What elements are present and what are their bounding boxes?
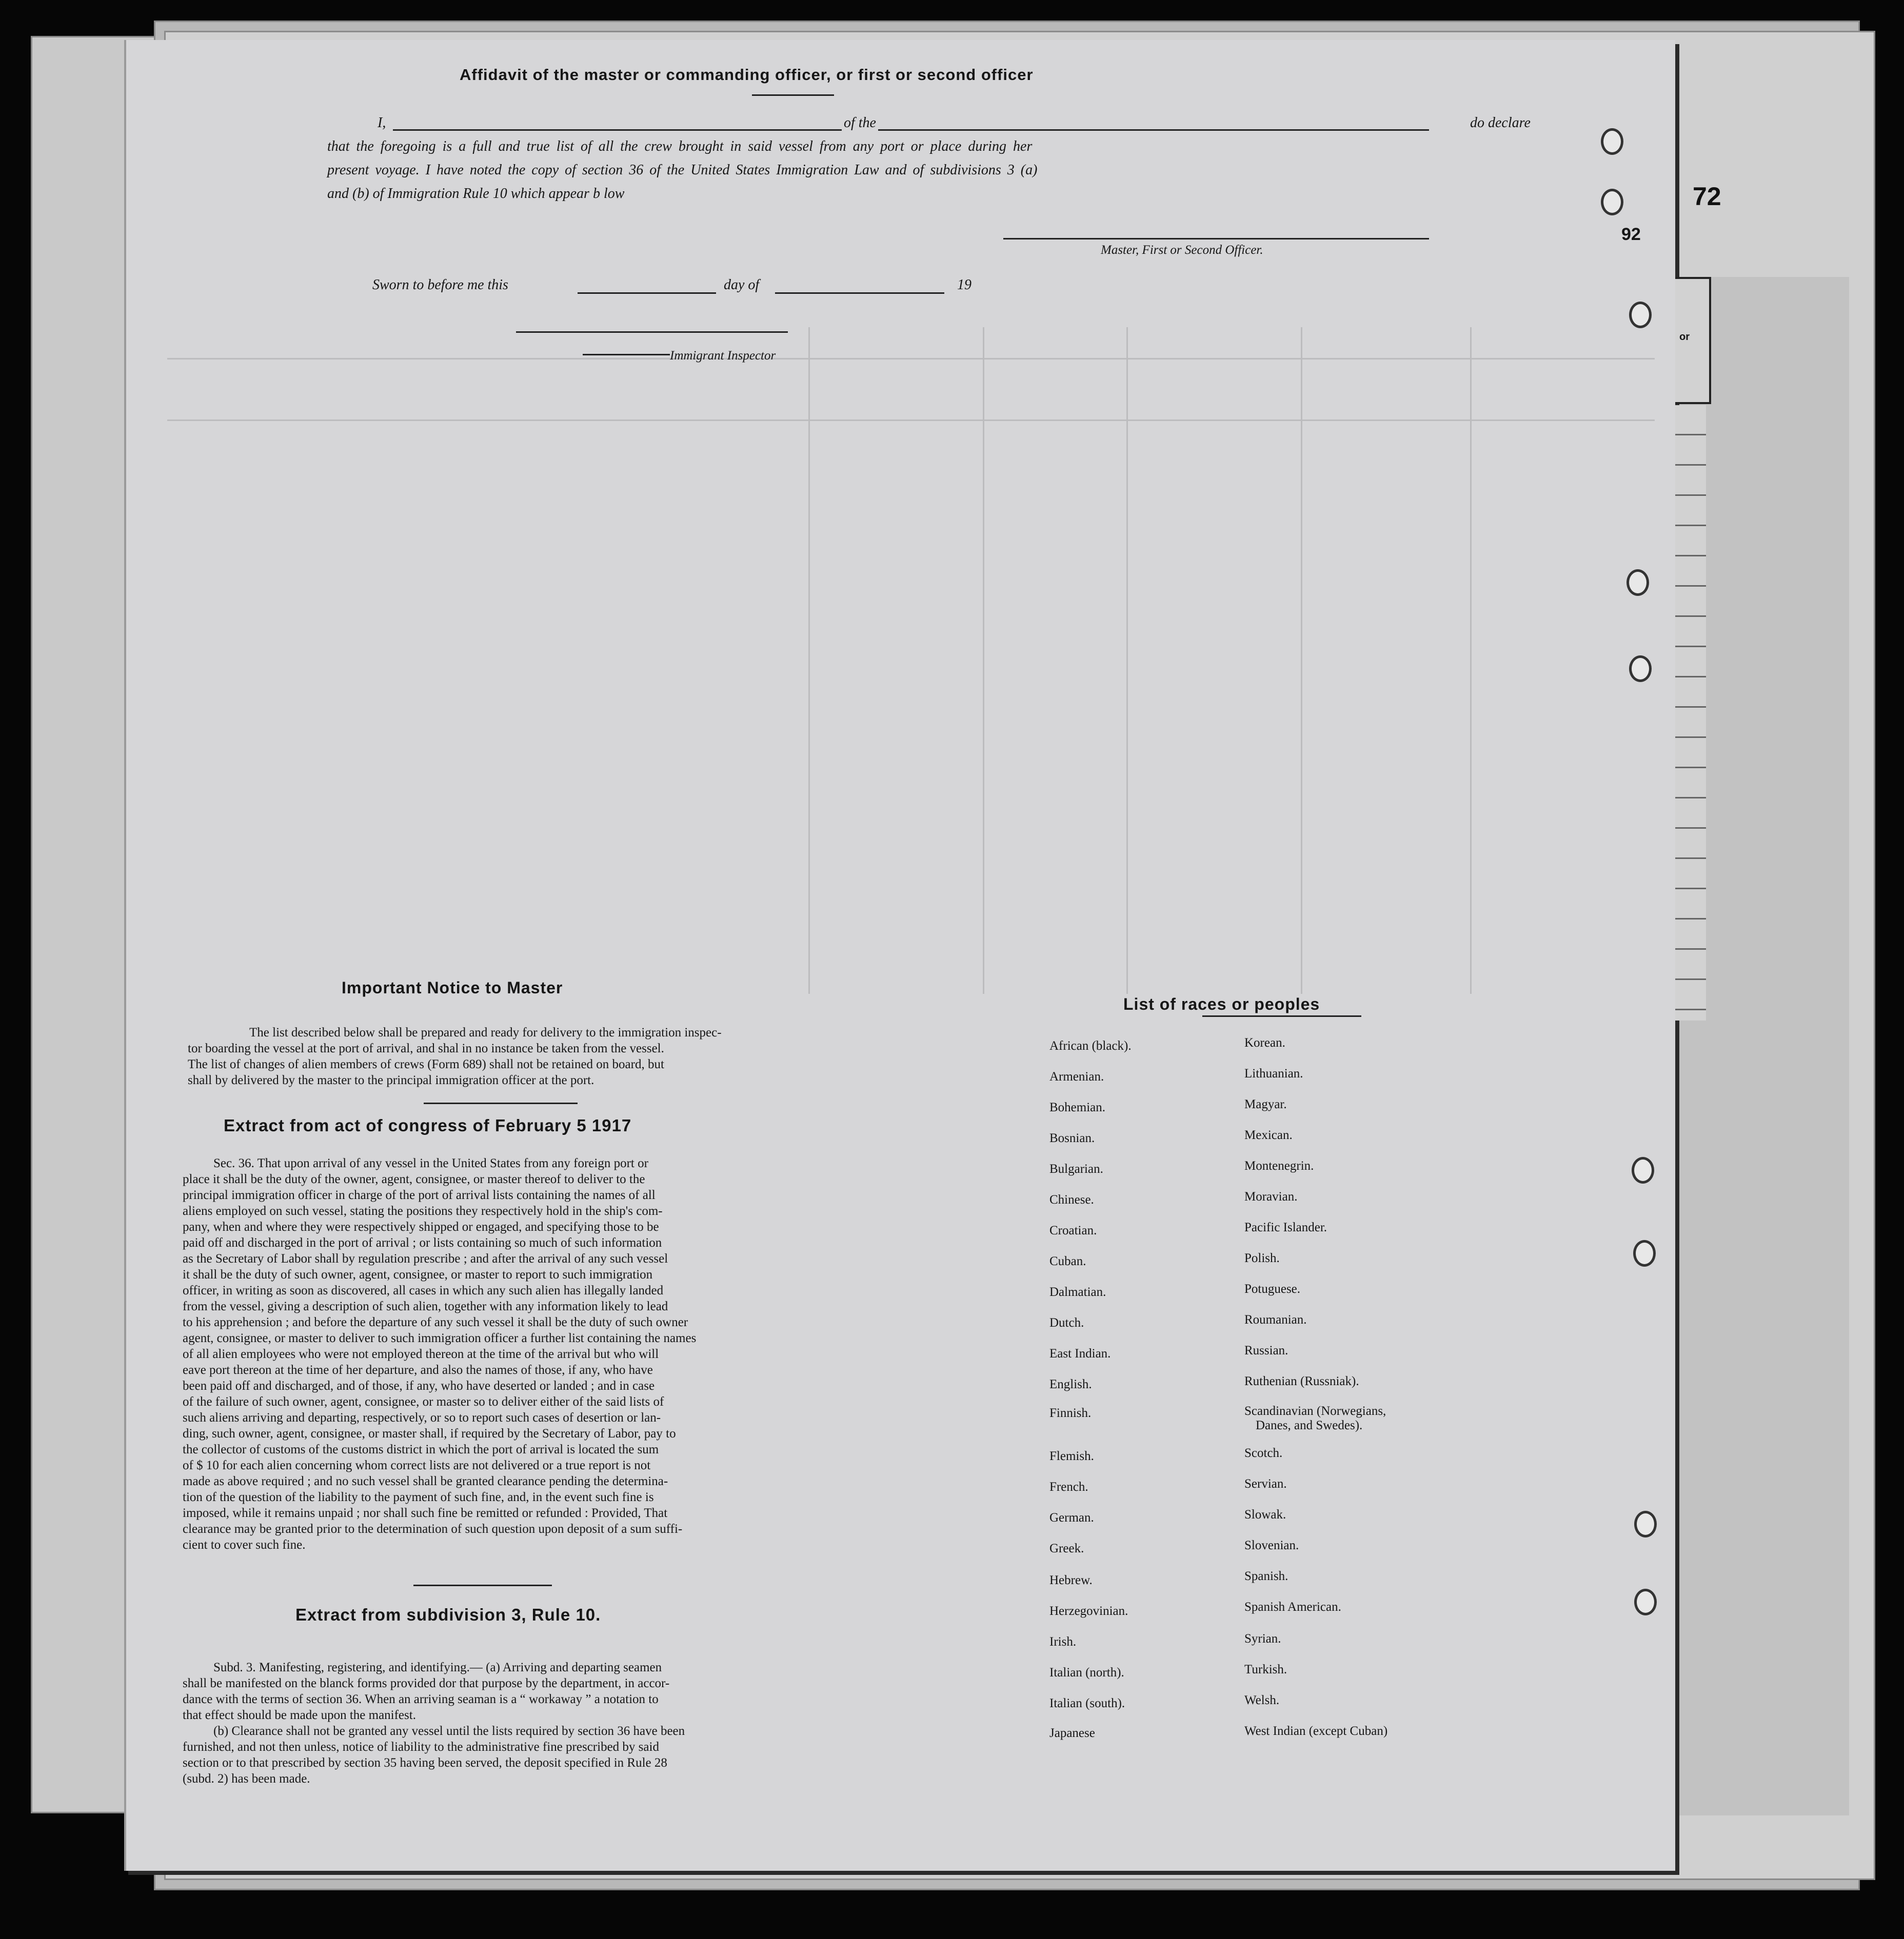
race-item: Slowak. [1244,1508,1286,1522]
sheet-number: 92 [1621,225,1641,244]
race-item: Scotch. [1244,1446,1283,1460]
notice-line-3: The list of changes of alien members of crews (Form 689) shall not be retained on board, but [188,1057,664,1071]
race-item: Armenian. [1049,1070,1104,1084]
ghost-header-rule [167,358,1655,359]
affidavit-body-line-1: that the foregoing is a full and true list of all the crew brought in said vessel from any port or place during her [327,138,1033,154]
punch-hole-icon [1627,569,1649,596]
act-line: made as above required ; and no such vessel shall be granted clearance pending the determina- [183,1474,668,1488]
race-item: Russian. [1244,1344,1288,1357]
race-item: Syrian. [1244,1632,1281,1646]
master-signature-line [1003,238,1429,239]
rule-line: dance with the terms of section 36. When an arriving seaman is a “ workaway ” a notation to [183,1692,659,1706]
punch-hole-icon [1632,1157,1654,1184]
race-item: Flemish. [1049,1449,1094,1463]
act-line: principal immigration officer in charge of the port of arrival lists containing the names of all [183,1188,656,1202]
act-line: it shall be the duty of such owner, agent, consignee, or master to report to such immigration [183,1268,653,1282]
extract-rule-title: Extract from subdivision 3, Rule 10. [295,1605,601,1624]
race-item: Polish. [1244,1251,1280,1265]
act-line: eave port thereon at the time of her departure, and also the names of those, if any, who have [183,1363,653,1377]
affidavit-of-the-label: of the [842,115,878,131]
race-item: Croatian. [1049,1224,1097,1237]
act-line: officer, in writing as soon as discovered, all cases in which any such alien has illegally landed [183,1284,664,1297]
act-line: of $ 10 for each alien concerning whom correct lists are not delivered or a true report is not [183,1458,651,1472]
extract-act-text [183,1155,901,1553]
act-line: to his apprehension ; and before the departure of any such vessel it shall be the duty of such owner [183,1315,688,1329]
race-item: Bosnian. [1049,1131,1095,1145]
act-line: paid off and discharged in the port of arrival ; or lists containing so much of such information [183,1236,662,1250]
race-item: Potuguese. [1244,1282,1301,1296]
race-item: Danes, and Swedes). [1256,1418,1363,1432]
race-item: Pacific Islander. [1244,1221,1327,1234]
act-line: of the failure of such owner, agent, consignee, or master so to deliver either of the said lists of [183,1395,664,1409]
race-item: Italian (north). [1049,1666,1124,1680]
race-item: English. [1049,1377,1092,1391]
race-item: Italian (south). [1049,1696,1125,1710]
notice-divider [424,1103,578,1104]
rule-line: that effect should be made upon the manifest. [183,1708,416,1722]
race-item: Dalmatian. [1049,1285,1106,1299]
punch-hole-icon [1601,189,1623,215]
race-item: Roumanian. [1244,1313,1307,1327]
affidavit-body-line-3: and (b) of Immigration Rule 10 which appear b low [327,186,625,202]
race-item: Finnish. [1049,1406,1092,1420]
race-item: Welsh. [1244,1693,1280,1707]
race-item: German. [1049,1511,1094,1525]
sworn-month-field [775,292,944,294]
act-line: as the Secretary of Labor shall by regulation prescribe ; and after the arrival of any such vessel [183,1252,668,1266]
race-item: Dutch. [1049,1316,1084,1330]
notice-title: Important Notice to Master [342,978,563,997]
inspector-caption: Immigrant Inspector [670,349,776,363]
extract-rule-text [183,1660,901,1787]
extract-act-title: Extract from act of congress of February 5 1917 [224,1116,632,1135]
manifest-page [124,40,1675,1871]
affidavit-title-rule [752,94,834,96]
ghost-column-4 [1301,327,1302,994]
act-divider [413,1585,552,1586]
act-line: aliens employed on such vessel, stating the positions they respectively hold in the ship's com- [183,1204,663,1218]
race-item: Magyar. [1244,1097,1287,1111]
race-item: Hebrew. [1049,1573,1093,1587]
ghost-column-2 [983,327,984,994]
rule-line: furnished, and not then unless, notice of liability to the administrative fine prescribed by said [183,1740,659,1754]
act-line: Sec. 36. That upon arrival of any vessel in the United States from any foreign port or [213,1156,648,1170]
punch-hole-icon [1601,128,1623,155]
affidavit-name-field [393,129,916,131]
act-line: cient to cover such fine. [183,1538,306,1552]
notice-line-4: shall by delivered by the master to the principal immigration officer at the port. [188,1073,594,1087]
affidavit-do-declare-label: do declare [1470,115,1531,131]
act-line: such aliens arriving and departing, respectively, or so to report such cases of desertion or lan- [183,1411,661,1425]
rule-line: (b) Clearance shall not be granted any vessel until the lists required by section 36 have been [213,1724,685,1738]
ghost-column-5 [1470,327,1472,994]
sworn-day-of: day of [724,277,760,293]
race-item: Chinese. [1049,1193,1094,1207]
act-line: the collector of customs of the customs district in which the port of arrival is located the sum [183,1443,659,1456]
punch-hole-icon [1634,1589,1657,1615]
race-item: Greek. [1049,1542,1084,1555]
race-item: Moravian. [1244,1190,1298,1204]
race-item: Irish. [1049,1635,1077,1649]
race-item: Montenegrin. [1244,1159,1314,1173]
punch-hole-icon [1633,1240,1656,1267]
race-item: Japanese [1049,1726,1095,1740]
affidavit-vessel-field [890,129,1429,131]
race-item: Herzegovinian. [1049,1604,1128,1618]
rule-line: Subd. 3. Manifesting, registering, and identifying.— (a) Arriving and departing seamen [213,1661,662,1674]
ghost-column-1 [808,327,810,994]
race-item: Spanish. [1244,1569,1288,1583]
act-line: tion of the question of the liability to the payment of such fine, and, in the event such fine is [183,1490,654,1504]
act-line: agent, consignee, or master to deliver to such immigration officer a further list containing the names [183,1331,697,1345]
rule-line: shall be manifested on the blanck forms provided dor that purpose by the department, in accor- [183,1676,670,1690]
race-item: African (black). [1049,1039,1132,1053]
page-number: 72 [1693,182,1721,211]
punch-hole-icon [1629,655,1652,682]
race-item: Scandinavian (Norwegians, [1244,1404,1386,1418]
rule-line: (subd. 2) has been made. [183,1772,310,1786]
act-line: ding, such owner, agent, consignee, or master shall, if required by the Secretary of Labor, pay to [183,1427,676,1441]
act-line: been paid off and discharged, and of those, if any, who have deserted or landed ; and in case [183,1379,655,1393]
adjacent-cut-label: or [1679,331,1690,343]
sworn-year: 19 [957,277,971,293]
race-item: Spanish American. [1244,1600,1341,1614]
act-line: of all alien employees who were not employed thereon at the time of the arrival but who will [183,1347,659,1361]
inspector-signature-line-2 [583,354,670,355]
act-line: place it shall be the duty of the owner, agent, consignee, or master thereof to deliver to the [183,1172,645,1186]
race-item: Ruthenian (Russniak). [1244,1374,1359,1388]
race-item: West Indian (except Cuban) [1244,1724,1388,1738]
race-item: East Indian. [1049,1347,1111,1361]
race-item: Lithuanian. [1244,1067,1303,1081]
race-item: Cuban. [1049,1254,1086,1268]
act-line: imposed, while it remains unpaid ; nor shall such fine be remitted or refunded : Provided, That [183,1506,668,1520]
affidavit-title: Affidavit of the master or commanding officer, or first or second officer [460,66,1034,84]
punch-hole-icon [1629,302,1652,328]
race-item: Bohemian. [1049,1101,1106,1114]
sworn-prefix: Sworn to before me this [372,277,508,293]
master-signature-caption: Master, First or Second Officer. [1101,243,1263,257]
affidavit-body-line-2: present voyage. I have noted the copy of section 36 of the United States Immigration Law and of subdivisions 3 (a) [327,162,1038,178]
race-item: Servian. [1244,1477,1287,1491]
race-item: Korean. [1244,1036,1285,1050]
ghost-column-3 [1126,327,1128,994]
race-item: French. [1049,1480,1088,1494]
punch-hole-icon [1634,1511,1657,1537]
act-line: from the vessel, giving a description of such alien, together with any information likely to lead [183,1300,668,1313]
adjacent-ruled-lines [1675,405,1706,1021]
races-title: List of races or peoples [1123,995,1320,1013]
races-title-underline [1202,1015,1361,1017]
race-item: Bulgarian. [1049,1162,1103,1176]
act-line: clearance may be granted prior to the determination of such question upon deposit of a sum suffi- [183,1522,683,1536]
sworn-day-field [578,292,716,294]
act-line: pany, when and where they were respectively shipped or engaged, and specifying those to be [183,1220,659,1234]
inspector-signature-line-1 [516,331,788,333]
race-item: Slovenian. [1244,1538,1299,1552]
race-item: Turkish. [1244,1663,1287,1676]
race-item: Mexican. [1244,1128,1293,1142]
ghost-header-rule-2 [167,419,1655,421]
notice-line-1: The list described below shall be prepared and ready for delivery to the immigration inspec- [249,1026,722,1040]
rule-line: section or to that prescribed by section 35 having been served, the deposit specified in Rule 28 [183,1756,667,1770]
notice-line-2: tor boarding the vessel at the port of arrival, and shal in no instance be taken from the vessel. [188,1042,664,1055]
affidavit-i-label: I, [378,115,386,131]
